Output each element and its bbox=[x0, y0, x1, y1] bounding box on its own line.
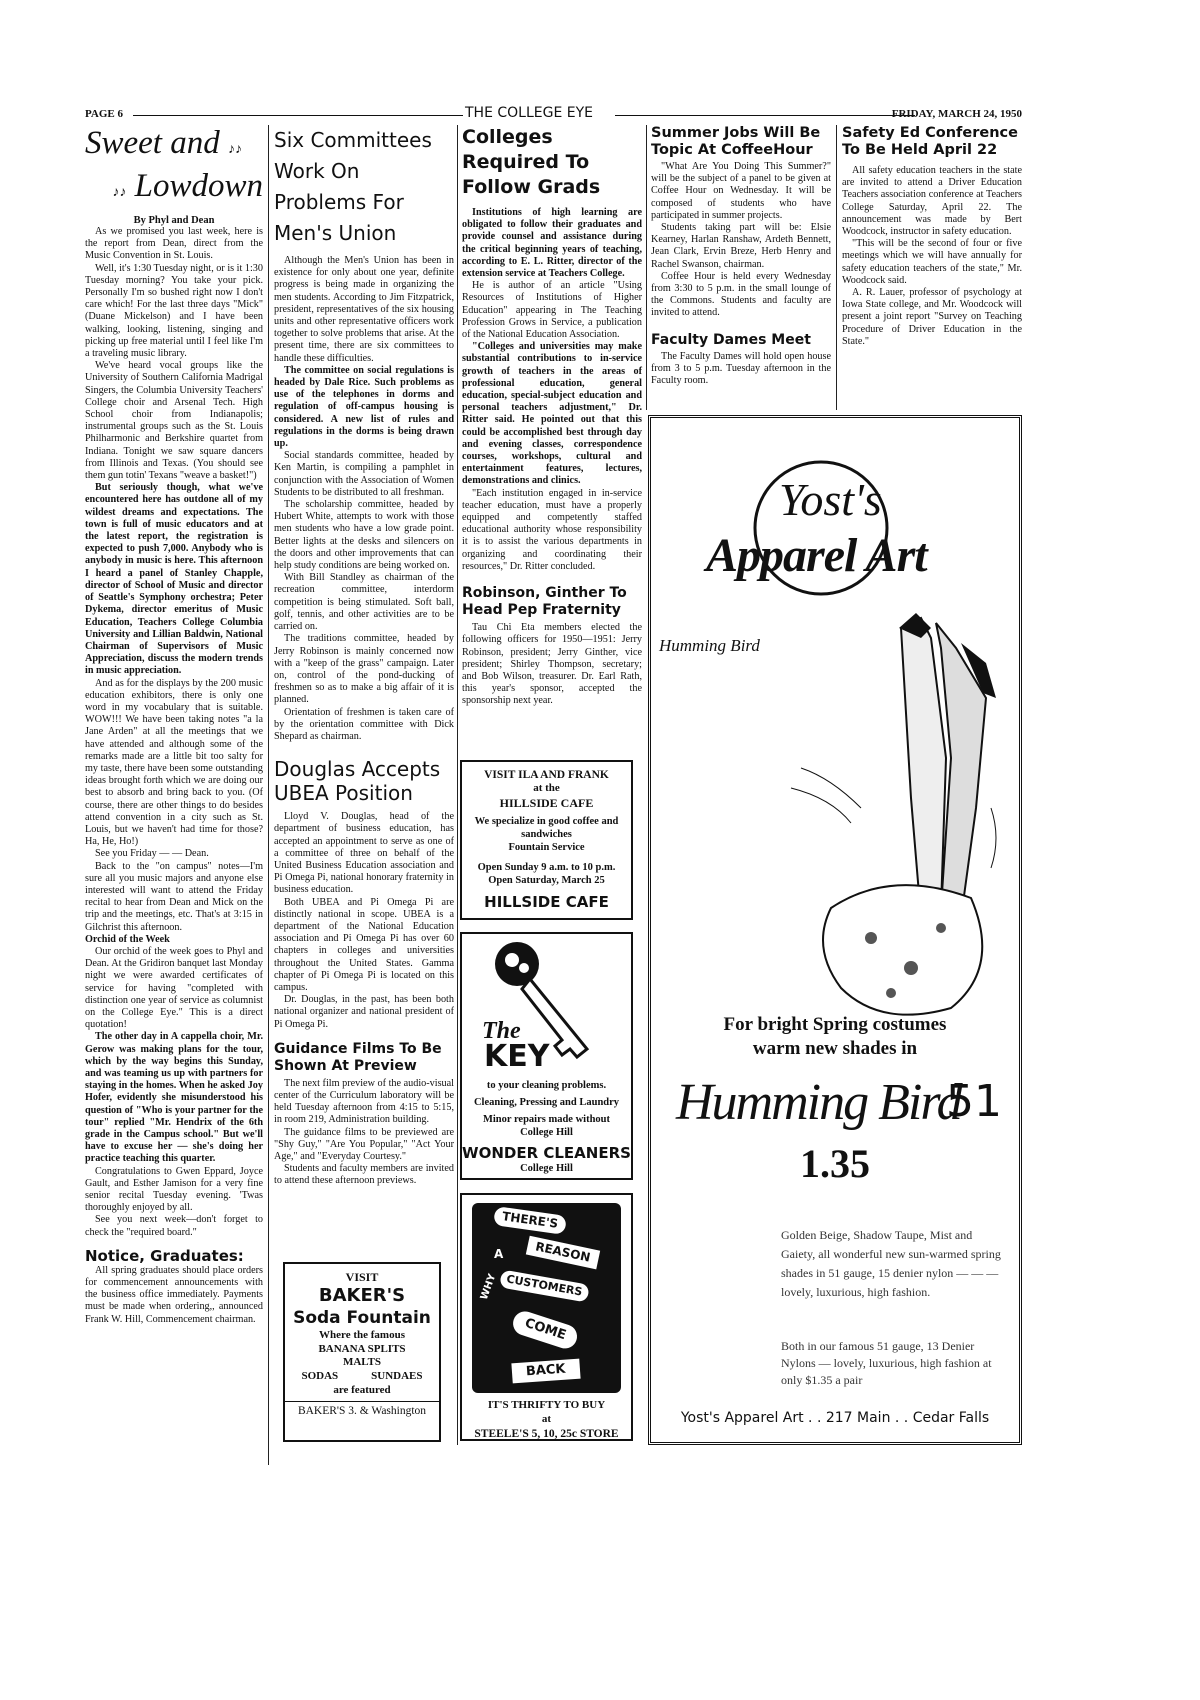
paragraph: Students taking part will be: Elsie Kearney, Harlan Ranshaw, Ardeth Bennett, Jean Clark, Ervin Breze, Herb Henry and Rachel Swanson, chairman. bbox=[651, 222, 831, 270]
paragraph: Coffee Hour is held every Wednesday from 3:30 to 5 p.m. in the small lounge of the Commons. Students and faculty are invited to attend. bbox=[651, 270, 831, 319]
ad-text: A bbox=[494, 1247, 504, 1261]
headline: Notice, Graduates: bbox=[85, 1246, 244, 1265]
ad-text: are featured bbox=[333, 1383, 391, 1396]
logo-text: Apparel Art bbox=[706, 529, 927, 582]
paragraph: Both UBEA and Pi Omega Pi are distinctly national in scope. UBEA is a department of the National Education association and Pi Omega Pi has over 60 chapters in colleges and universities throughout the United States. Gamma chapter of Pi Omega Pi is located on this campus. bbox=[274, 896, 454, 993]
headline: Faculty Dames Meet bbox=[651, 331, 811, 348]
paragraph: A. R. Lauer, professor of psychology at Iowa State college, and Mr. Woodcock will present a joint report "Survey on Teaching Procedure of Driver Education in the State." bbox=[842, 287, 1022, 347]
ad-text: We specialize in good coffee and sandwiches bbox=[474, 816, 619, 841]
headline: Robinson, Ginther To Head Pep Fraternity bbox=[462, 585, 627, 619]
ad-text: at bbox=[541, 1412, 552, 1425]
ad-text: WHY bbox=[478, 1272, 499, 1302]
paragraph: Well, it's 1:30 Tuesday night, or is it 1:30 Tuesday morning? You take your pick. Personally I'm so bushed right now I don't care which! For the last three days "Mick" (Duane Mickelson) and I have been walking, looking, listening, singing and picking up free material until I feel like I'm a traveling music library. bbox=[85, 262, 263, 360]
ad-text: College Hill bbox=[520, 1163, 573, 1175]
paragraph: "Colleges and universities may make substantial contributions to in-service growth of teachers in the areas of professional education, general education, special-subject education and personal teachers adjustment," Dr. Ritter said. He pointed out that this could be accomplished best through day and evening classes, correspondence courses, workshops, cultural and entertainment features, lectures, demonstrations and clinics. bbox=[462, 341, 642, 487]
ad-text: Open Sunday 9 a.m. to 10 p.m. bbox=[477, 861, 616, 873]
subheading: Orchid of the Week bbox=[85, 933, 170, 945]
ad-tagline: warm new shades in bbox=[752, 1038, 918, 1059]
product-name: Humming Bird bbox=[676, 1074, 961, 1131]
paragraph: Back to the "on campus" notes—I'm sure all you music majors and anyone else interested will want to attend the Friday recital to hear from Dean and Mick on the trip and the meetings, etc. That's at 3:15 in Gilchrist this afternoon. bbox=[85, 860, 263, 933]
hillside-cafe-ad bbox=[460, 760, 633, 920]
paragraph: The next film preview of the audio-visual center of the Curriculum laboratory will be held Tuesday afternoon from 4:15 to 5:15, in room 219, Administration building. bbox=[274, 1077, 454, 1126]
paragraph: Social standards committee, headed by Ken Martin, is compiling a pamphlet in conjunction with the Association of Women Students to be distributed to all freshman. bbox=[274, 450, 454, 498]
paragraph: Lloyd V. Douglas, head of the department of business education, has accepted an appointment to serve as one of a committee of three on behalf of the United Business Education association and Pi Omega Pi, national honorary fraternity in business education. bbox=[274, 811, 454, 896]
paragraph: He is author of an article "Using Resources of Institutions of Higher Education" appearing in The Teaching Profession Grows in Service, a publication of the National Education Association. bbox=[462, 280, 642, 341]
paragraph: See you Friday — — Dean. bbox=[95, 848, 209, 860]
paragraph: The traditions committee, headed by Jerry Robinson is mainly concerned now with a "keep of the grass" campaign. Later on, control of the pond-ducking of freshmen so as to make a big affair of it is planned. bbox=[274, 633, 454, 706]
headline: Douglas Accepts UBEA Position bbox=[274, 757, 441, 806]
ad-text: HILLSIDE CAFE bbox=[484, 892, 609, 911]
paragraph: We've heard vocal groups like the University of Southern California Madrigal Singers, the Columbia University Teachers' College choir and Arsenal Tech. High School choir from Indianapolis; instrumental groups such as the St. Louis Philharmonic and Berkshire quartet from Indiana. Tonight we saw square dancers from Illinois and Texas. (You should see them gun totin' Texans "weave a basket!") bbox=[85, 360, 263, 482]
paragraph: The other day in A cappella choir, Mr. Gerow was making plans for the tour, which by the way begins this Sunday, and was teaming us up with partners for staying in the homes. When he asked Joy Hofer, evidently she misunderstood his question of "Who is your partner for the tour" replied "Mr. Hendrix of the 6th grade in the Campus school." But we'll have to excuse her — she's doing her practice teaching this quarter. bbox=[85, 1031, 263, 1165]
paragraph: As we promised you last week, here is the report from Dean, direct from the Music Convention in St. Louis. bbox=[85, 226, 263, 262]
column-title bbox=[85, 125, 263, 211]
ad-text: VISIT ILA AND FRANK bbox=[484, 769, 609, 781]
yosts-apparel-ad bbox=[648, 415, 1022, 1445]
byline: By Phyl and Dean bbox=[133, 215, 215, 226]
ad-text: CUSTOMERS bbox=[499, 1269, 589, 1302]
headline: Summer Jobs Will Be Topic At CoffeeHour bbox=[651, 125, 821, 158]
article-men-union bbox=[274, 125, 454, 1188]
ad-text: at the bbox=[533, 782, 560, 795]
music-note-icon: ♪♪ bbox=[227, 142, 242, 157]
ad-text: REASON bbox=[526, 1236, 600, 1269]
paragraph: Students and faculty members are invited to attend these afternoon previews. bbox=[274, 1163, 454, 1187]
headline: Safety Ed Conference To Be Held April 22 bbox=[842, 125, 1018, 158]
reason-graphic bbox=[472, 1203, 621, 1393]
brand-script: Humming Bird bbox=[659, 636, 760, 655]
ad-text: VISIT bbox=[345, 1270, 379, 1284]
ad-text: Cleaning, Pressing and Laundry bbox=[473, 1097, 620, 1109]
ad-text: COME bbox=[510, 1308, 581, 1352]
masthead-title: THE COLLEGE EYE bbox=[465, 105, 594, 121]
ad-text: KEY bbox=[484, 1039, 550, 1074]
paragraph: And as for the displays by the 200 music education exhibitors, there is only one word in my vocabulary that is suitable. WOW!!! We have been taking notes "a la Jane Arden" at all the meetings that we have attended and although some of the remarks made are a little bit too salty for my taste, there have been some outstanding ideas brought forth which we are doing our best to absorb and bring back to you. (Of course, there are other things to do besides attend convention in a city such as St. Louis, but we haven't had time for those? Ha, He, Ho!) bbox=[85, 677, 263, 848]
music-note-icon: ♪♪ bbox=[112, 185, 127, 200]
paragraph: With Bill Standley as chairman of the recreation committee, interdorm competition is being stimulated. Soft ball, golf, tennis, and other activities are to be carried on. bbox=[274, 572, 454, 633]
article-colleges bbox=[462, 125, 642, 708]
bakers-ad bbox=[283, 1262, 441, 1442]
ad-text: BAKER'S bbox=[318, 1285, 406, 1306]
paragraph: "Each institution engaged in in-service teacher education, must have a properly equipped and competently staffed educational authority whose responsibility it is to assist the various departments in organizing and coordinating their resources," Dr. Ritter concluded. bbox=[462, 487, 642, 572]
paragraph: Institutions of high learning are obligated to follow their graduates and provide counsel and assistance during the critical beginning years of teaching, according to E. L. Ritter, director of the extension service at Teachers College. bbox=[462, 207, 642, 280]
ad-tagline: For bright Spring costumes bbox=[723, 1014, 947, 1035]
ad-text: SODAS bbox=[301, 1370, 339, 1382]
logo-text: Yost's bbox=[779, 474, 882, 525]
ad-body: Golden Beige, Shadow Taupe, Mist and Gaiety, all wonderful new sun-warmed spring shades in 51 gauge, 15 denier nylon — — — lovely, luxurious, high fashion. bbox=[781, 1228, 1001, 1299]
paragraph: Orientation of freshmen is taken care of by the orientation committee with Dick Shepard as chairman. bbox=[274, 706, 454, 742]
ad-footer: Yost's Apparel Art . . 217 Main . . Cedar Falls bbox=[680, 1410, 990, 1426]
paragraph: Tau Chi Eta members elected the following officers for 1950—1951: Jerry Robinson, president; Jerry Ginther, vice president; Shirley Thompson, secretary; and Bob Wilson, treasurer. Dr. Earl Rath, this year's sponsor, accepted the sponsorship next year. bbox=[462, 622, 642, 707]
paragraph: Dr. Douglas, in the past, has been both national organizer and national president of Pi Omega Pi. bbox=[274, 994, 454, 1030]
article-sweet-and-lowdown bbox=[85, 125, 263, 1326]
steeles-store-ad bbox=[460, 1193, 633, 1441]
paragraph: The scholarship committee, headed by Hubert White, attempts to work with those men students who have a low grade point. Better lights at the desks and silencers on the doors and other improvements that can help study conditions are being worked on. bbox=[274, 499, 454, 572]
paragraph: The guidance films to be previewed are "Shy Guy," "Are You Popular," "Act Your Age," and "Everyday Courtesy." bbox=[274, 1126, 454, 1162]
ad-text: Where the famous bbox=[319, 1328, 405, 1341]
ad-text: HILLSIDE CAFE bbox=[499, 796, 594, 811]
ad-text: The bbox=[482, 1018, 521, 1044]
paragraph: "What Are You Doing This Summer?" will be the subject of a panel to be given at Coffee Hour on Wednesday. It will be composed of students who have participated in summer projects. bbox=[651, 161, 831, 221]
ad-text: MALTS bbox=[342, 1356, 382, 1369]
ad-text: to your cleaning problems. bbox=[486, 1080, 607, 1091]
paragraph: The Faculty Dames will hold open house from 3 to 5 p.m. Tuesday afternoon in the Faculty room. bbox=[651, 350, 831, 387]
paragraph: Although the Men's Union has been in existence for only about one year, definite progress is being made in organizing the men students. According to Jim Fitzpatrick, president, representatives of the six housing units and other representative officers work together to solve problems that arise. At the present time, there are six committees to handle these difficulties. bbox=[274, 255, 454, 364]
paragraph: Our orchid of the week goes to Phyl and Dean. At the Gridiron banquet last Monday night we were awarded certificates of service for having "completed with distinction one year of service as columnist on the College Eye." This is a direct quotation! bbox=[85, 945, 263, 1031]
article-summer-jobs bbox=[651, 125, 831, 387]
headline: Six Committees Work On Problems For Men's Union bbox=[274, 128, 432, 245]
paragraph: All safety education teachers in the state are invited to attend a Driver Education Teachers association conference at Teachers College Saturday, April 22. The announcement was made by Bert Woodcock, instructor in safety education. bbox=[842, 165, 1022, 238]
ad-text: Fountain Service bbox=[508, 842, 585, 854]
ad-text: BACK bbox=[511, 1359, 580, 1384]
ad-text: BANANA SPLITS bbox=[318, 1342, 406, 1355]
paragraph: All spring graduates should place orders for commencement announcements with the business office immediately. Payments must be made when ordering,, announced Frank W. Hill, Commencement chairman. bbox=[85, 1264, 263, 1325]
paragraph: The committee on social regulations is headed by Dale Rice. Such problems as use of the telephones in dorms and regulation of off-campus housing is considered. A new list of rules and regulations in the dorms is being drawn up. bbox=[274, 364, 454, 450]
headline: Colleges Required To Follow Grads bbox=[462, 126, 601, 198]
issue-date: FRIDAY, MARCH 24, 1950 bbox=[891, 108, 1022, 120]
page-header bbox=[85, 105, 1022, 122]
ad-text: STEELE'S 5, 10, 25c STORE bbox=[474, 1427, 619, 1440]
ad-text: Minor repairs made without College Hill bbox=[482, 1114, 611, 1139]
ad-body: Both in our famous 51 gauge, 13 Denier Nylons — lovely, luxurious, high fashion at only $1.35 a pair bbox=[781, 1339, 992, 1387]
product-price: 1.35 bbox=[800, 1141, 870, 1186]
page-number: PAGE 6 bbox=[85, 108, 123, 120]
paragraph: Congratulations to Gwen Eppard, Joyce Gault, and Esther Jamison for a very fine senior recital Tuesday evening. 'Twas thoroughly enjoyed by all. bbox=[85, 1165, 263, 1214]
paragraph: But seriously though, what we've encountered here has outdone all of my wildest dreams and expectations. The town is full of music educators and at the latest report, the registration is expected to push 7,000. Anybody who is anybody in music is here. This afternoon I heard a panel of Stanley Chapple, director of School of Music and director of Seattle's Symphony orchestra; Peter Dykema, director emeritus of Music Education, Teachers College Columbia University and Lillian Baldwin, National Chairman of Supervisors of Music Appreciation, discuss the modern trends in music appreciation. bbox=[85, 482, 263, 677]
legs-illustration bbox=[771, 608, 1011, 1028]
ad-text: Soda Fountain bbox=[293, 1307, 431, 1328]
product-gauge: 51 bbox=[946, 1076, 1002, 1127]
article-safety-ed bbox=[842, 125, 1022, 348]
paragraph: "This will be the second of four or five meetings which we will have annually for safety education teachers of the state," Mr. Woodcock said. bbox=[842, 238, 1022, 286]
ad-text: SUNDAES bbox=[371, 1370, 423, 1382]
title-line-1: Sweet and bbox=[85, 125, 220, 161]
headline: Guidance Films To Be Shown At Preview bbox=[274, 1040, 442, 1074]
ad-text: Open Saturday, March 25 bbox=[488, 874, 605, 886]
wonder-cleaners-ad bbox=[460, 932, 633, 1180]
ad-text: BAKER'S 3. & Washington bbox=[285, 1401, 439, 1418]
ad-text: IT'S THRIFTY TO BUY bbox=[487, 1399, 606, 1411]
ad-text: WONDER CLEANERS bbox=[462, 1143, 631, 1162]
ad-text: THERE'S bbox=[493, 1206, 567, 1235]
title-line-2: Lowdown bbox=[134, 168, 263, 204]
paragraph: See you next week—don't forget to check the "required board." bbox=[85, 1214, 263, 1238]
